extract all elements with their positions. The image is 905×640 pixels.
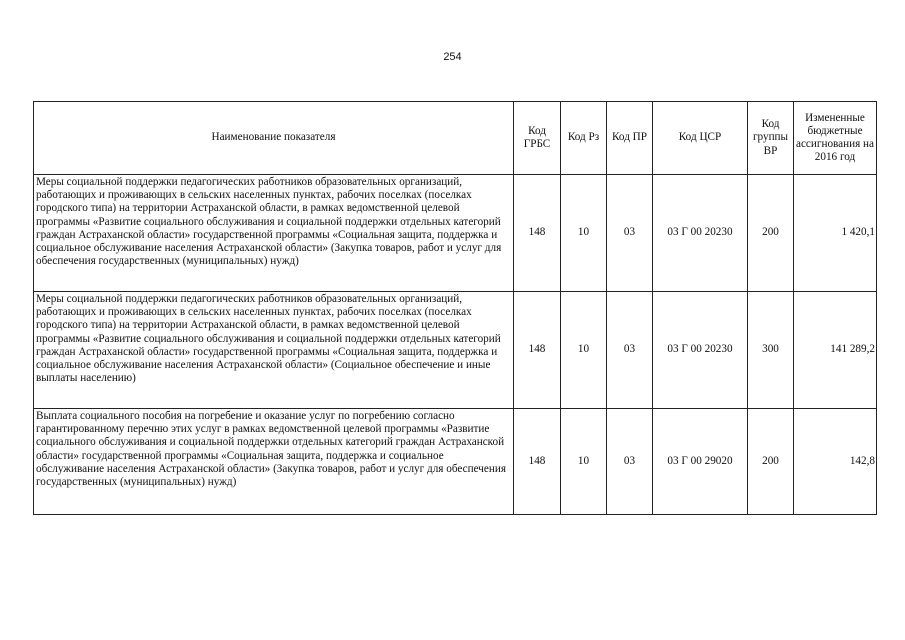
header-amount: Измененные бюджетные ассигнования на 2016 год (794, 102, 877, 175)
row-csr: 03 Г 00 29020 (653, 409, 748, 515)
row-pr: 03 (607, 175, 653, 292)
table-row (34, 292, 877, 409)
header-vr: Код группы ВР (748, 102, 794, 175)
row-amount: 142,8 (794, 409, 877, 515)
row-vr: 300 (748, 292, 794, 409)
row-csr: 03 Г 00 20230 (653, 292, 748, 409)
header-csr: Код ЦСР (653, 102, 748, 175)
row-name: Выплата социального пособия на погребение и оказание услуг по погребению согласно гарантированному перечню этих услуг в рамках ведомственной целевой программы «Развитие социального обслуживания и социальной поддержки отдельных категорий граждан Астраханской области» государственной программы «Социальная защита, поддержка и социальное обслуживание населения Астраханской области» (Закупка товаров, работ и услуг для обеспечения государственных (муниципальных) нужд) (34, 409, 514, 515)
row-name: Меры социальной поддержки педагогических работников образовательных организаций, работающих и проживающих в сельских населенных пунктах, рабочих поселках (поселках городского типа) на территории Астраханской области, в рамках ведомственной целевой программы «Развитие социального обслуживания и социальной поддержки отдельных категорий граждан Астраханской области» государственной программы «Социальная защита, поддержка и социальное обслуживание населения Астраханской области» (Социальное обеспечение и иные выплаты населению) (34, 292, 514, 409)
header-grbs: Код ГРБС (514, 102, 561, 175)
header-rz: Код Рз (561, 102, 607, 175)
row-pr: 03 (607, 292, 653, 409)
row-csr: 03 Г 00 20230 (653, 175, 748, 292)
row-amount: 141 289,2 (794, 292, 877, 409)
row-grbs: 148 (514, 292, 561, 409)
page-number: 254 (443, 51, 462, 63)
table-row (34, 175, 877, 292)
row-grbs: 148 (514, 409, 561, 515)
row-name: Меры социальной поддержки педагогических работников образовательных организаций, работающих и проживающих в сельских населенных пунктах, рабочих поселках (поселках городского типа) на территории Астраханской области, в рамках ведомственной целевой программы «Развитие социального обслуживания и социальной поддержки отдельных категорий граждан Астраханской области» государственной программы «Социальная защита, поддержка и социальное обслуживание населения Астраханской области» (Закупка товаров, работ и услуг для обеспечения государственных (муниципальных) нужд) (34, 175, 514, 292)
budget-table (33, 101, 877, 515)
row-amount: 1 420,1 (794, 175, 877, 292)
header-row (34, 102, 877, 175)
row-rz: 10 (561, 409, 607, 515)
header-pr: Код ПР (607, 102, 653, 175)
row-grbs: 148 (514, 175, 561, 292)
row-vr: 200 (748, 175, 794, 292)
header-name: Наименование показателя (34, 102, 514, 175)
row-rz: 10 (561, 292, 607, 409)
row-pr: 03 (607, 409, 653, 515)
row-vr: 200 (748, 409, 794, 515)
table-row (34, 409, 877, 515)
row-rz: 10 (561, 175, 607, 292)
